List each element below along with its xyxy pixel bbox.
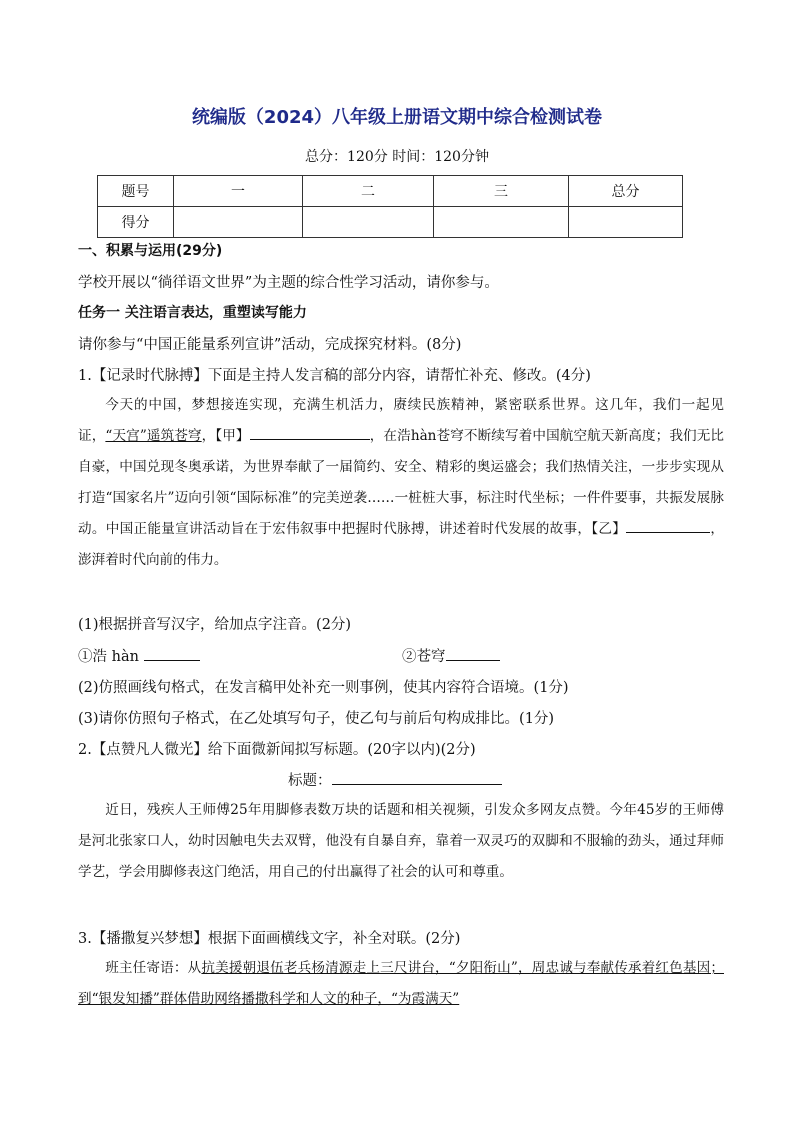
score-header-cell: 总分 <box>569 176 683 207</box>
exam-meta: 总分：120分 时间：120分钟 <box>305 149 489 165</box>
section-heading: 一、积累与运用(29分) <box>78 243 223 259</box>
score-cell[interactable] <box>303 207 434 238</box>
question-1-passage: 今天的中国，梦想接连实现，充满生机活力，赓续民族精神，紧密联系世界。这几年，我们一起见证，“天宫”遥筑苍穹，【甲】 ，在浩hàn苍穹不断续写着中国航空航天新高度；我们无比自豪，中国兑现冬奥承诺，为世界奉献了一届简约、安全、精彩的奥运盛会；我们热情关注，一步步实现从打造“国家名片”迈向引领“国际标准”的完美逆袭……一桩桩大事，标注时代坐标；一件件要事，共振发展脉动。中国正能量宣讲活动旨在于宏伟叙事中把握时代脉搏，讲述着时代发展的故事，【乙】 ，澎湃着时代向前的伟力。 <box>78 397 724 568</box>
score-cell[interactable] <box>569 207 683 238</box>
score-header-cell: 三 <box>434 176 569 207</box>
answer-blank[interactable] <box>144 646 200 661</box>
headline-blank[interactable] <box>332 770 502 785</box>
score-table-header-row <box>98 176 683 207</box>
answer-blank-yi[interactable] <box>626 518 710 533</box>
underlined-sentence: “天宫”遥筑苍穹 <box>105 428 202 444</box>
headline-field: 标题： <box>288 769 588 790</box>
score-cell[interactable] <box>174 207 303 238</box>
answer-blank[interactable] <box>446 646 500 661</box>
question-3-passage: 班主任寄语：从抗美援朝退伍老兵杨清源走上三尺讲台，“夕阳衔山”，周忠诚与奉献传承着红色基因；到“银发知播”群体借助网络播撒科学和人文的种子，“为霞满天” <box>78 960 724 1007</box>
pinyin-blank-2: ②苍穹 <box>402 645 702 666</box>
exam-title: 统编版（2024）八年级上册语文期中综合检测试卷 <box>191 107 603 128</box>
question-2-stem: 2.【点赞凡人微光】给下面微新闻拟写标题。(20字以内)(2分) <box>78 742 476 758</box>
pinyin-blank-1: ①浩 hàn <box>78 645 378 666</box>
task-heading: 任务一 关注语言表达，重塑读写能力 <box>78 305 307 321</box>
score-row-label: 得分 <box>98 207 174 238</box>
score-table-score-row <box>98 207 683 238</box>
task-description: 请你参与“中国正能量系列宣讲”活动，完成探究材料。(8分) <box>78 337 462 353</box>
question-1-sub-3: (3)请你仿照句子格式，在乙处填写句子，使乙句与前后句构成排比。(1分) <box>78 711 555 727</box>
underlined-text: 抗美援朝退伍老兵杨清源走上三尺讲台，“夕阳衔山”，周忠诚与奉献传承着红色基因；到“银发知播”群体借助网络播撒科学和人文的种子，“为霞满天” <box>78 960 724 1007</box>
score-header-cell: 二 <box>303 176 434 207</box>
answer-blank-jia[interactable] <box>250 425 370 440</box>
score-header-cell: 题号 <box>98 176 174 207</box>
score-table <box>97 175 683 238</box>
score-cell[interactable] <box>434 207 569 238</box>
section-intro: 学校开展以“徜徉语文世界”为主题的综合性学习活动，请你参与。 <box>78 275 499 291</box>
score-header-cell: 一 <box>174 176 303 207</box>
question-1-sub-2: (2)仿照画线句格式，在发言稿甲处补充一则事例，使其内容符合语境。(1分) <box>78 680 569 696</box>
question-3-stem: 3.【播撒复兴梦想】根据下面画横线文字，补全对联。(2分) <box>78 931 461 947</box>
question-1-stem: 1.【记录时代脉搏】下面是主持人发言稿的部分内容，请帮忙补充、修改。(4分) <box>78 368 591 384</box>
question-2-news: 近日，残疾人王师傅25年用脚修表数万块的话题和相关视频，引发众多网友点赞。今年45岁的王师傅是河北张家口人，幼时因触电失去双臂，他没有自暴自弃，靠着一双灵巧的双脚和不服输的劲头，通过拜师学艺，学会用脚修表这门绝活，用自己的付出赢得了社会的认可和尊重。 <box>78 802 724 880</box>
question-1-sub-1: (1)根据拼音写汉字，给加点字注音。(2分) <box>78 617 352 633</box>
